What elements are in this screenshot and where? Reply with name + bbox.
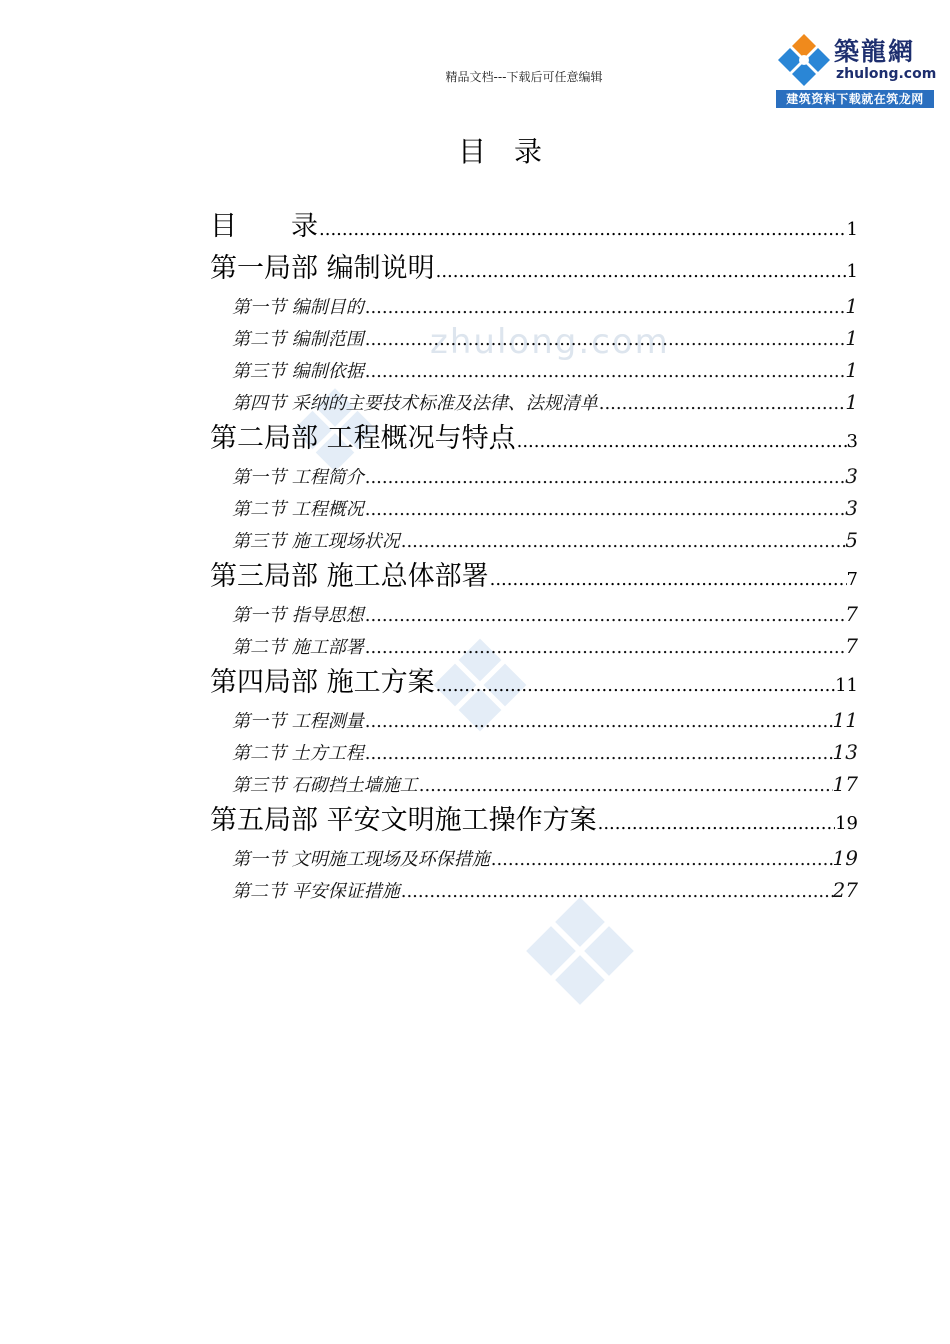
toc-dot-leader	[365, 632, 846, 664]
toc-section-entry[interactable]	[210, 598, 858, 630]
toc-part-entry[interactable]	[210, 556, 858, 598]
toc-section-entry[interactable]	[210, 460, 858, 492]
watermark-text: zhulong.com	[430, 322, 670, 362]
toc-entry-label: 第一节 编制目的	[232, 297, 364, 318]
toc-dot-leader	[490, 559, 847, 601]
toc-entry-label: 第五局部 平安文明施工操作方案	[210, 805, 597, 836]
toc-entry-label: 第三节 编制依据	[232, 361, 364, 382]
toc-dot-leader	[401, 526, 846, 558]
toc-page-number: 1	[845, 294, 858, 318]
toc-page-number: 1	[845, 358, 858, 382]
toc-dot-leader	[598, 803, 836, 845]
zhulong-flower-icon	[776, 32, 832, 88]
toc-page-number: 11	[835, 675, 858, 696]
toc-page-number: 17	[832, 772, 858, 796]
toc-entry-label: 第一局部 编制说明	[210, 253, 435, 284]
toc-page-number: 3	[845, 496, 858, 520]
toc-section-entry[interactable]	[210, 768, 858, 800]
toc-entry-label: 第二节 编制范围	[232, 329, 364, 350]
toc-page-number: 19	[835, 813, 858, 834]
toc-dot-leader	[401, 876, 833, 908]
logo-name: 築龍網	[834, 37, 916, 66]
toc-entry-label: 第二节 平安保证措施	[232, 881, 400, 902]
toc-part-entry[interactable]	[210, 800, 858, 842]
toc-dot-leader	[517, 421, 847, 463]
page-title: 目 录	[457, 135, 542, 168]
toc-dot-leader	[491, 844, 833, 876]
toc-entry-label: 第三节 石砌挡土墙施工	[232, 775, 418, 796]
toc-entry-label: 第一节 工程测量	[232, 711, 364, 732]
toc-page-number: 7	[845, 634, 858, 658]
zhulong-logo[interactable]	[776, 30, 937, 108]
toc-entry-label: 第二节 工程概况	[232, 499, 364, 520]
toc-part-entry[interactable]	[210, 418, 858, 460]
toc-page-number: 3	[846, 431, 858, 452]
toc-section-entry[interactable]	[210, 704, 858, 736]
toc-entry-label: 第一节 工程简介	[232, 467, 364, 488]
toc-page-number: 1	[846, 219, 858, 240]
toc-part-entry[interactable]	[210, 662, 858, 704]
logo-slogan: 建筑资料下载就在筑龙网	[776, 90, 934, 108]
toc-dot-leader	[365, 356, 846, 388]
toc-page-number: 7	[845, 602, 858, 626]
toc-dot-leader	[365, 600, 846, 632]
toc-entry-label: 第三局部 施工总体部署	[210, 561, 489, 592]
toc-dot-leader	[365, 494, 846, 526]
toc-section-entry[interactable]	[210, 290, 858, 322]
toc-section-entry[interactable]	[210, 322, 858, 354]
toc-dot-leader	[436, 251, 847, 293]
toc-page-number: 13	[832, 740, 858, 764]
toc-part-entry[interactable]	[210, 206, 858, 248]
toc-section-entry[interactable]	[210, 524, 858, 556]
toc-section-entry[interactable]	[210, 492, 858, 524]
toc-dot-leader	[365, 462, 846, 494]
toc-part-entry[interactable]	[210, 248, 858, 290]
toc-entry-label: 第三节 施工现场状况	[232, 531, 400, 552]
toc-dot-leader	[599, 388, 846, 420]
toc-entry-label: 第四局部 施工方案	[210, 667, 435, 698]
toc-dot-leader	[436, 665, 836, 707]
toc-entry-label: 第二节 施工部署	[232, 637, 364, 658]
toc-dot-leader	[365, 706, 833, 738]
toc-section-entry[interactable]	[210, 386, 858, 418]
toc-page-number: 3	[845, 464, 858, 488]
logo-domain: zhulong.com	[836, 66, 937, 82]
toc-entry-label: 第一节 文明施工现场及环保措施	[232, 849, 490, 870]
toc-page-number: 5	[845, 528, 858, 552]
toc-entry-label: 第一节 指导思想	[232, 605, 364, 626]
toc-section-entry[interactable]	[210, 842, 858, 874]
toc-entry-label: 第二局部 工程概况与特点	[210, 423, 516, 454]
toc-entry-label: 第二节 土方工程	[232, 743, 364, 764]
watermark-flower-icon	[522, 893, 638, 1009]
toc-page-number: 7	[846, 569, 858, 590]
toc-dot-leader	[365, 738, 833, 770]
toc-page-number: 11	[832, 708, 858, 732]
toc-section-entry[interactable]	[210, 630, 858, 662]
toc-page-number: 27	[832, 878, 858, 902]
toc-entry-label: 第四节 采纳的主要技术标准及法律、法规清单	[232, 393, 598, 414]
toc-dot-leader	[319, 209, 847, 251]
toc-page-number: 19	[832, 846, 858, 870]
toc-entry-label: 目 录	[210, 211, 318, 242]
header-note: 精品文档---下载后可任意编辑	[445, 70, 603, 84]
toc-section-entry[interactable]	[210, 874, 858, 906]
toc-page-number: 1	[845, 390, 858, 414]
toc-page-number: 1	[846, 261, 858, 282]
logo-top	[776, 30, 937, 90]
toc-section-entry[interactable]	[210, 354, 858, 386]
toc-page-number: 1	[845, 326, 858, 350]
table-of-contents	[210, 206, 858, 906]
toc-dot-leader	[365, 292, 846, 324]
toc-section-entry[interactable]	[210, 736, 858, 768]
toc-dot-leader	[419, 770, 833, 802]
toc-dot-leader	[365, 324, 846, 356]
